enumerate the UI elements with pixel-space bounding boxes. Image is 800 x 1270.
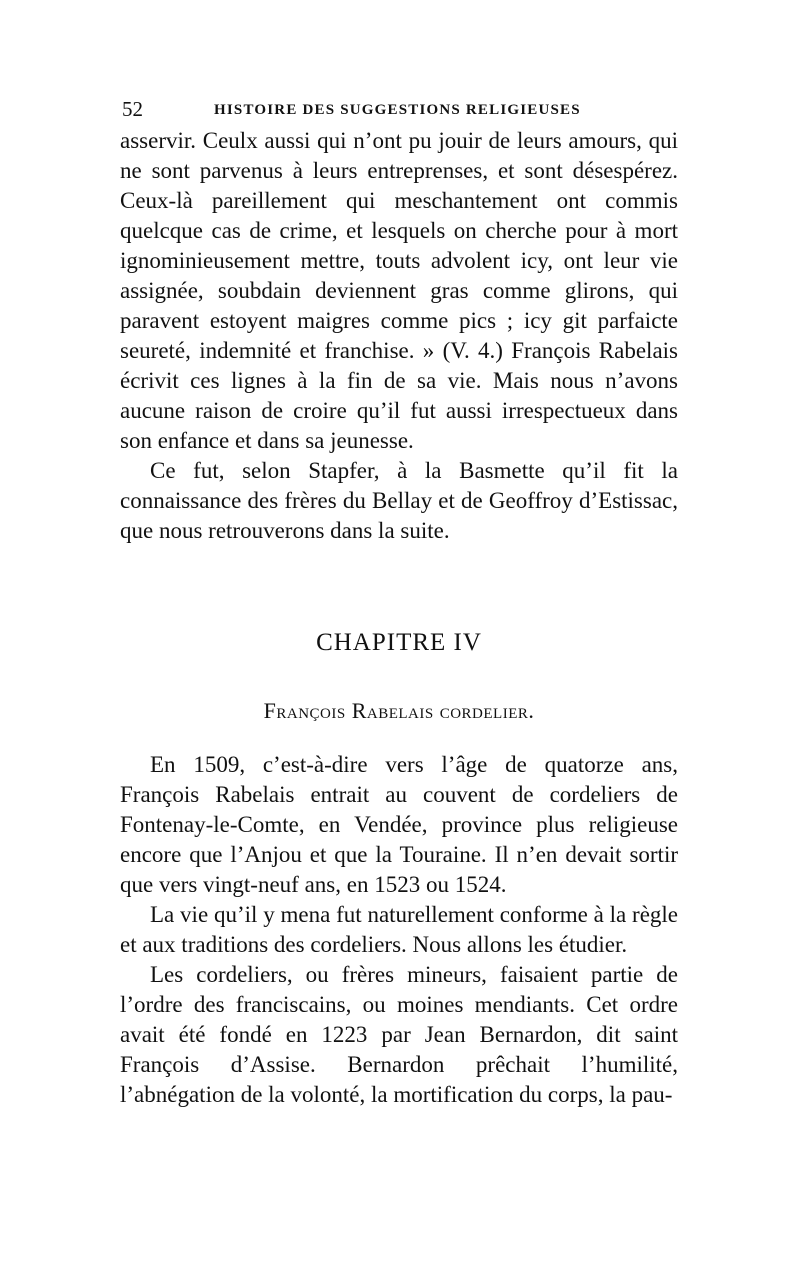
paragraph: La vie qu’il y mena fut naturellement conforme à la règle et aux traditions des cordeliers. Nous allons les étudier. <box>120 902 678 957</box>
page-number: 52 <box>122 97 143 121</box>
paragraph: asservir. Ceulx aussi qui n’ont pu jouir de leurs amours, qui ne sont parvenus à leurs entreprenses, et sont désespérez. Ceux-là pareillement qui meschantement ont commis quelcque cas de crime, et lesquels on cherche pour à mort ignominieusement mettre, touts advolent icy, ont leur vie assignée, soubdain deviennent gras comme glirons, qui paravent estoyent maigres comme pics ; icy git parfaicte seureté, indemnité et franchise. » (V. 4.) François Rabelais écrivit ces lignes à la fin de sa vie. Mais nous n’avons aucune raison de croire qu’il fut aussi irrespectueux dans son enfance et dans sa jeunesse. <box>120 128 678 453</box>
page-header <box>122 96 678 122</box>
paragraph: En 1509, c’est-à-dire vers l’âge de quatorze ans, François Rabelais entrait au couvent de cordeliers de Fontenay-le-Comte, en Vendée, province plus religieuse encore que l’Anjou et que la Touraine. Il n’en devait sortir que vers vingt-neuf ans, en 1523 ou 1524. <box>120 752 678 897</box>
chapter-body-text <box>120 750 678 1110</box>
paragraph: Les cordeliers, ou frères mineurs, faisaient partie de l’ordre des franciscains, ou moines mendiants. Cet ordre avait été fondé en 1223 par Jean Bernardon, dit saint François d’Assise. Bernardon prêchait l’humilité, l’abnégation de la volonté, la mortification du corps, la pau- <box>120 962 678 1107</box>
running-head: HISTOIRE DES SUGGESTIONS RELIGIEUSES <box>214 102 581 118</box>
paragraph: Ce fut, selon Stapfer, à la Basmette qu’il fit la connaissance des frères du Bellay et de Geoffroy d’Estissac, que nous retrouverons dans la suite. <box>120 458 678 543</box>
chapter-subtitle: François Rabelais cordelier. <box>263 698 535 723</box>
first-section-text <box>120 126 678 546</box>
chapter-title: CHAPITRE IV <box>316 629 482 656</box>
